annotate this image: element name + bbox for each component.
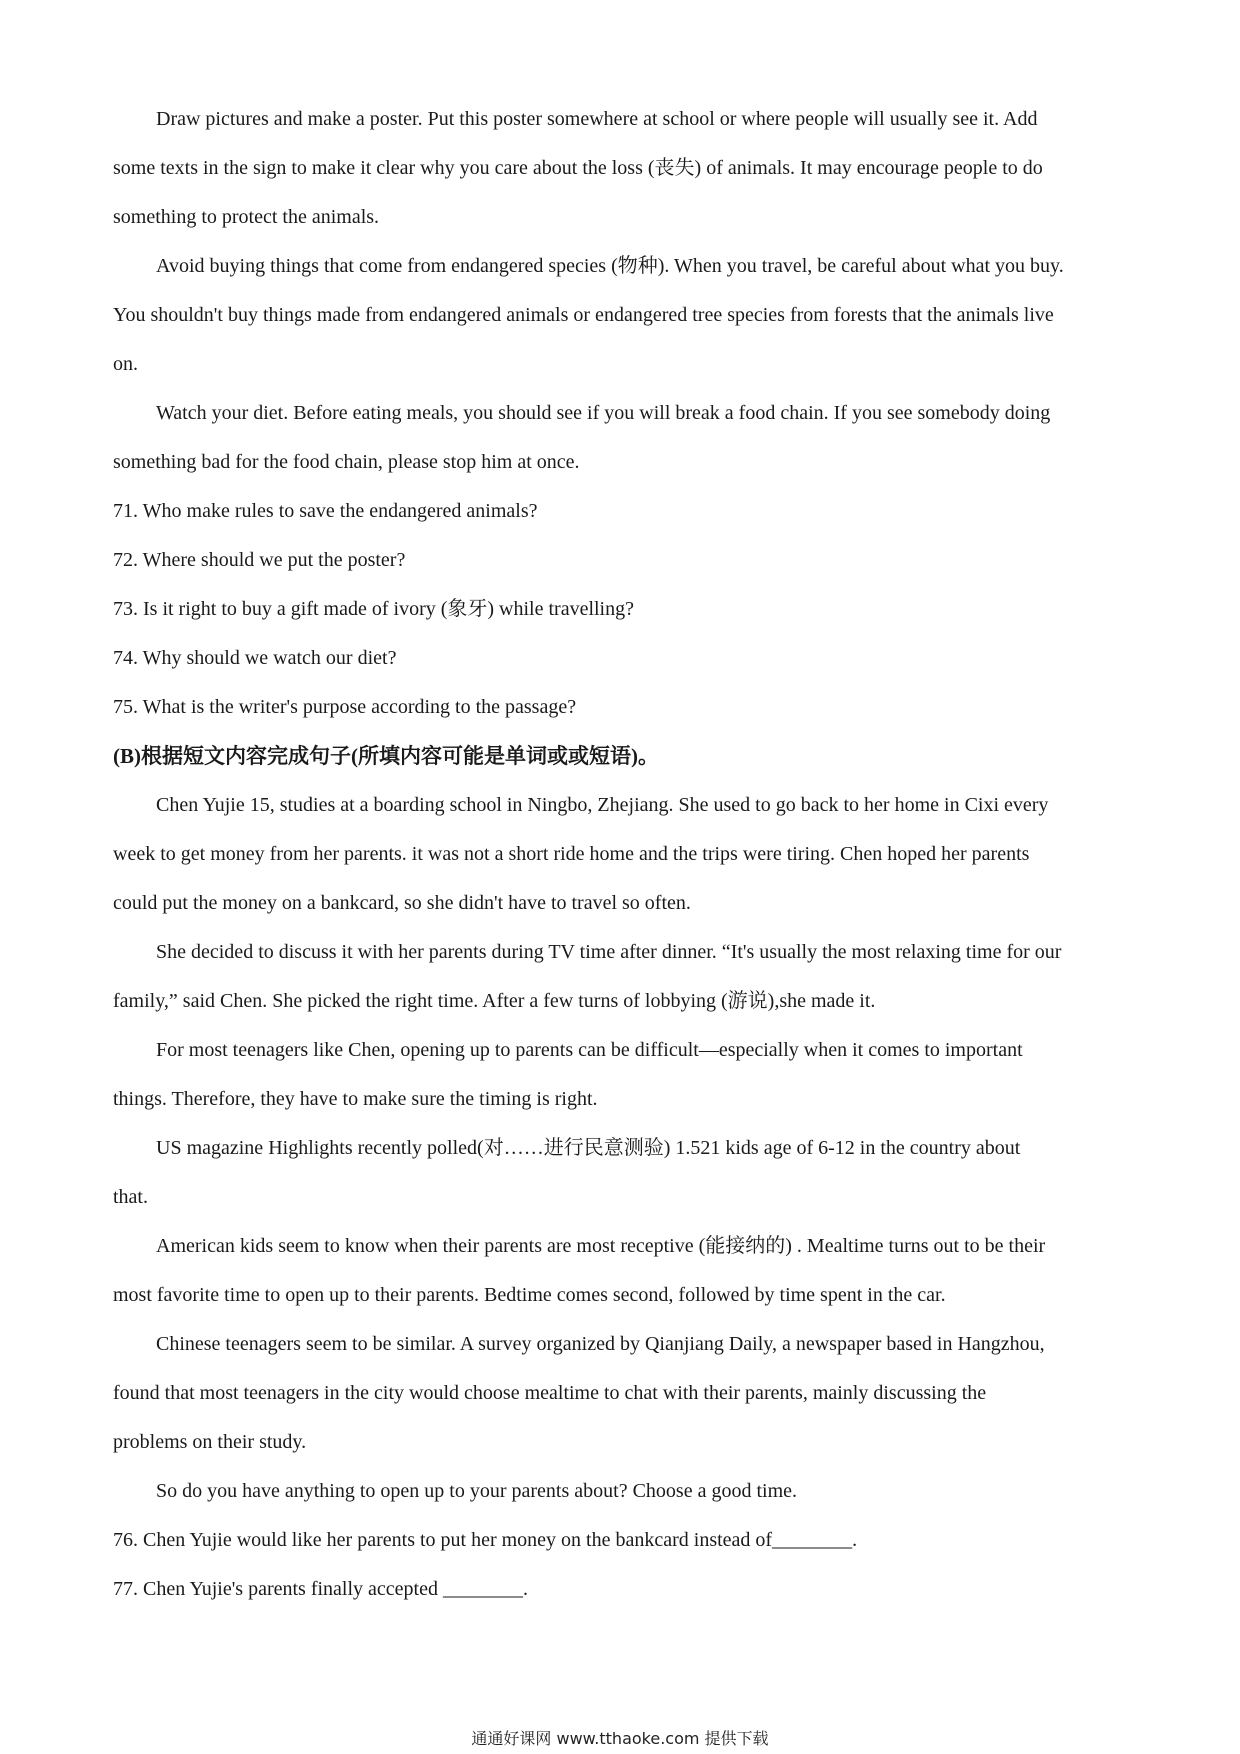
paragraph (113, 389, 1133, 487)
paragraph (113, 1222, 1133, 1320)
passage-b (113, 781, 1133, 1516)
text-line: US magazine Highlights recently polled(对……进行民意测验) 1.521 kids age of 6-12 in the country about (156, 1137, 1021, 1159)
question-item: 77. Chen Yujie's parents finally accepted ________. (113, 1578, 528, 1600)
text-line: something bad for the food chain, please stop him at once. (113, 451, 580, 473)
question-item: 73. Is it right to buy a gift made of ivory (象牙) while travelling? (113, 598, 634, 620)
text-line: Watch your diet. Before eating meals, you should see if you will break a food chain. If you see somebody doing (156, 402, 1051, 424)
text-line: something to protect the animals. (113, 206, 380, 228)
text-line: problems on their study. (113, 1431, 307, 1453)
text-line: things. Therefore, they have to make sure the timing is right. (113, 1088, 598, 1110)
text-line: found that most teenagers in the city would choose mealtime to chat with their parents, mainly discussing the (113, 1382, 987, 1404)
questions-b (113, 1516, 1133, 1614)
text-line: So do you have anything to open up to your parents about? Choose a good time. (156, 1480, 798, 1502)
paragraph (113, 928, 1133, 1026)
text-line: on. (113, 353, 138, 375)
text-line: Draw pictures and make a poster. Put this poster somewhere at school or where people will usually see it. Add (156, 108, 1038, 130)
question-item: 74. Why should we watch our diet? (113, 647, 397, 669)
document-page (113, 95, 1133, 1614)
text-line: Chinese teenagers seem to be similar. A survey organized by Qianjiang Daily, a newspaper based in Hangzhou, (156, 1333, 1045, 1355)
text-line: could put the money on a bankcard, so she didn't have to travel so often. (113, 892, 691, 914)
question-item: 72. Where should we put the poster? (113, 549, 406, 571)
text-line: Avoid buying things that come from endangered species (物种). When you travel, be careful about what you buy. (156, 255, 1064, 277)
text-line: Chen Yujie 15, studies at a boarding school in Ningbo, Zhejiang. She used to go back to her home in Cixi every (156, 794, 1049, 816)
paragraph (113, 1320, 1133, 1467)
text-line: She decided to discuss it with her parents during TV time after dinner. “It's usually the most relaxing time for our (156, 941, 1062, 963)
text-line: most favorite time to open up to their parents. Bedtime comes second, followed by time spent in the car. (113, 1284, 946, 1306)
passage-a-tail (113, 95, 1133, 487)
paragraph (113, 242, 1133, 389)
paragraph (113, 1124, 1133, 1222)
paragraph (113, 95, 1133, 242)
text-line: You shouldn't buy things made from endangered animals or endangered tree species from forests that the animals live (113, 304, 1054, 326)
text-line: that. (113, 1186, 148, 1208)
section-b-heading: (B)根据短文内容完成句子(所填内容可能是单词或或短语)。 (113, 744, 659, 768)
text-line: American kids seem to know when their parents are most receptive (能接纳的) . Mealtime turns out to be their (156, 1235, 1046, 1257)
text-line: some texts in the sign to make it clear why you care about the loss (丧失) of animals. It may encourage people to do (113, 157, 1043, 179)
text-line: family,” said Chen. She picked the right time. After a few turns of lobbying (游说),she made it. (113, 990, 876, 1012)
questions-a (113, 487, 1133, 732)
question-item: 71. Who make rules to save the endangered animals? (113, 500, 538, 522)
paragraph (113, 781, 1133, 928)
paragraph (113, 1026, 1133, 1124)
question-item: 76. Chen Yujie would like her parents to put her money on the bankcard instead of________. (113, 1529, 858, 1551)
page-footer: 通通好课网 www.tthaoke.com 提供下载 (471, 1729, 769, 1748)
paragraph (113, 1467, 1133, 1516)
question-item: 75. What is the writer's purpose according to the passage? (113, 696, 577, 718)
text-line: For most teenagers like Chen, opening up to parents can be difficult—especially when it comes to important (156, 1039, 1023, 1061)
text-line: week to get money from her parents. it was not a short ride home and the trips were tiring. Chen hoped her parents (113, 843, 1030, 865)
